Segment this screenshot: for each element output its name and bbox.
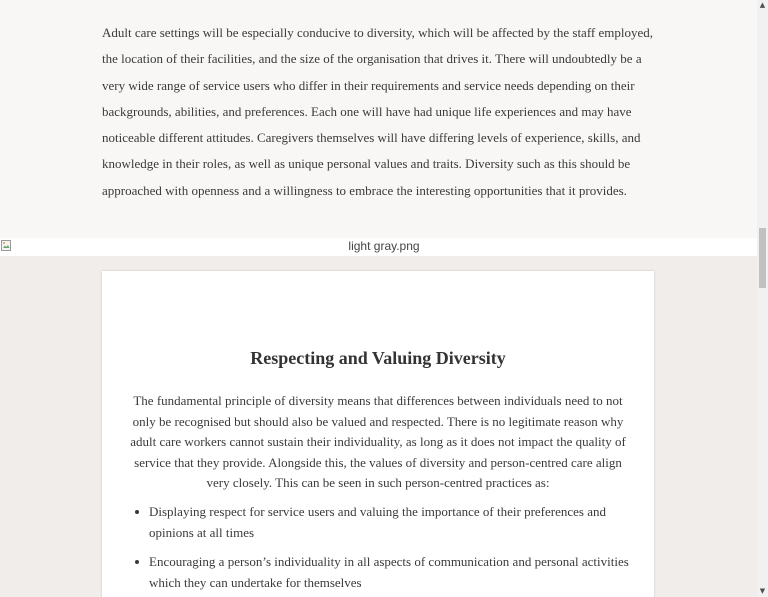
bullet-dot-icon	[135, 510, 139, 514]
scrollbar-thumb[interactable]	[759, 228, 766, 288]
list-item	[124, 552, 634, 593]
intro-section	[0, 0, 757, 238]
vertical-scrollbar[interactable]	[757, 0, 768, 597]
scroll-up-arrow-icon[interactable]: ▲	[759, 1, 766, 9]
scroll-down-arrow-icon[interactable]: ▼	[759, 587, 766, 595]
image-placeholder	[0, 238, 757, 256]
bullet-dot-icon	[135, 560, 139, 564]
image-alt-text: light gray.png	[348, 239, 420, 253]
section-heading: Respecting and Valuing Diversity	[250, 348, 506, 368]
list-item-text: Encouraging a person’s individuality in all aspects of communication and personal activities which they can undertake for themselves	[149, 554, 629, 590]
list-item-text: Displaying respect for service users and valuing the importance of their preferences and opinions at all times	[149, 504, 606, 540]
card-paragraph: The fundamental principle of diversity means that differences between individuals need to not only be recognised but should also be valued and respected. There is no legitimate reason why adult care workers cannot sustain their individuality, as long as it does not impact the quality of service that they provide. Alongside this, the values of diversity and person-centred care align very closely. This can be seen in such person-centred practices as:	[130, 393, 626, 490]
bullet-list	[124, 502, 634, 597]
intro-paragraph: Adult care settings will be especially conducive to diversity, which will be affected by the staff employed, the location of their facilities, and the size of the organisation that drives it. There will undoubtedly be a very wide range of service users who differ in their requirements and service needs depending on their backgrounds, abilities, and preferences. Each one will have had unique life experiences and may have noticeable different attitudes. Caregivers themselves will have differing levels of experience, skills, and knowledge in their roles, as well as unique personal values and traits. Diversity such as this should be approached with openness and a willingness to embrace the interesting opportunities that it provides.	[102, 25, 654, 198]
list-item	[124, 502, 634, 543]
content-card	[102, 271, 654, 597]
